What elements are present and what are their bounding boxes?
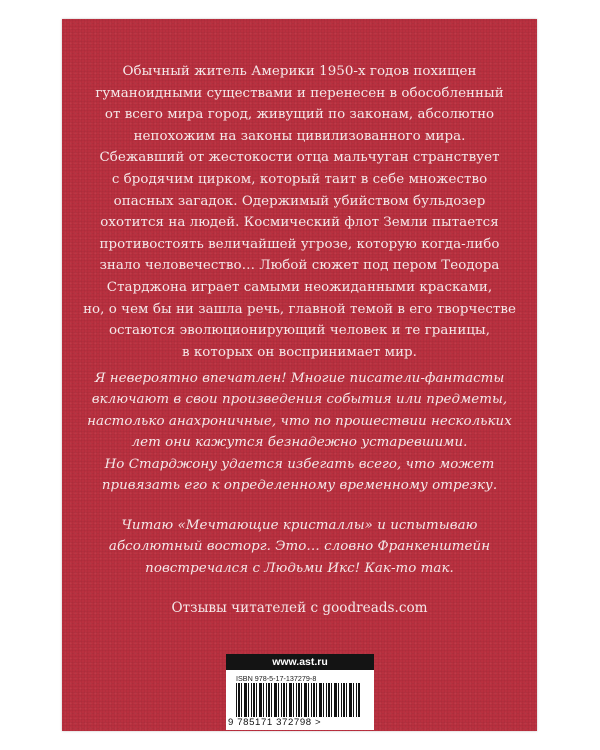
quote-line: привязать его к определенному временному отрезку.: [101, 478, 498, 494]
quote-line: включают в свои произведения события или предметы,: [91, 392, 508, 408]
synopsis-line: опасных загадок. Одержимый убийством бульдозер: [113, 193, 486, 209]
synopsis-line: но, о чем бы ни зашла речь, главной темой в его творчестве: [83, 301, 516, 317]
synopsis-line: Старджона играет самыми неожиданными красками,: [106, 279, 493, 295]
synopsis-line: от всего мира город, живущий по законам, абсолютно: [104, 107, 495, 123]
synopsis-line: охотится на людей. Космический флот Земли пытается: [100, 215, 499, 231]
barcode-digits: 9 785171 372798 >: [228, 717, 322, 728]
quote-line: Но Старджону удается избегать всего, что может: [104, 456, 495, 472]
quote-line: абсолютный восторг. Это… словно Франкенштейн: [108, 539, 491, 555]
synopsis-line: непохожим на законы цивилизованного мира.: [133, 128, 466, 144]
synopsis-line: в которых он воспринимает мир.: [181, 344, 417, 360]
barcode-icon: [236, 683, 361, 717]
synopsis-line: с бродячим цирком, который таит в себе множество: [111, 171, 488, 187]
synopsis-line: знало человечество… Любой сюжет под пером Теодора: [99, 258, 500, 274]
quote-line: лет они кажутся безнадежно устаревшими.: [131, 435, 468, 451]
synopsis-text: [62, 61, 537, 363]
reader-quote-1: [62, 368, 537, 496]
reader-quote-2: [62, 515, 537, 579]
quote-line: Я невероятно впечатлен! Многие писатели-фантасты: [94, 371, 505, 386]
synopsis-line: остаются эволюционирующий человек и те границы,: [108, 323, 491, 339]
book-back-cover: [62, 19, 537, 731]
quote-line: Читаю «Мечтающие кристаллы» и испытываю: [121, 518, 478, 533]
quote-line: настолько анахроничные, что по прошествии нескольких: [87, 413, 512, 429]
publisher-url: www.ast.ru: [226, 654, 374, 670]
publisher-barcode-block: [226, 654, 374, 730]
isbn-barcode: [226, 670, 374, 730]
reviews-attribution: Отзывы читателей с goodreads.com: [171, 600, 428, 616]
synopsis-line: гуманоидными существами и перенесен в обособленный: [95, 85, 504, 101]
synopsis-line: Обычный житель Америки 1950-х годов похищен: [122, 64, 477, 79]
synopsis-line: противостоять величайшей угрозе, которую когда-либо: [99, 236, 500, 252]
synopsis-line: Сбежавший от жестокости отца мальчуган странствует: [99, 150, 500, 166]
quote-line: повстречался с Людьми Икс! Как-то так.: [145, 560, 454, 576]
isbn-label: ISBN 978-5-17-137279-8: [236, 674, 317, 683]
